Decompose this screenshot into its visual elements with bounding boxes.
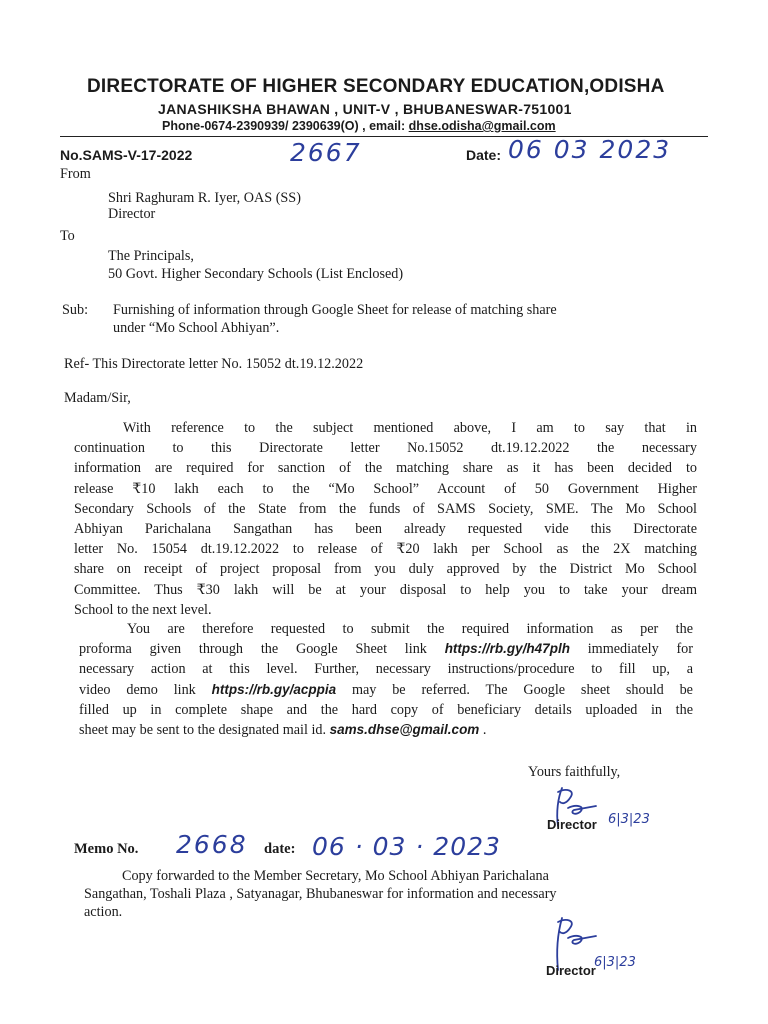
copy-line-1: Copy forwarded to the Member Secretary, Mo School Abhiyan Parichalana xyxy=(122,868,549,884)
para2-line xyxy=(79,639,693,659)
subject-label: Sub: xyxy=(62,302,89,318)
to-schools: 50 Govt. Higher Secondary Schools (List Enclosed) xyxy=(108,266,404,282)
org-name: DIRECTORATE OF HIGHER SECONDARY EDUCATION,ODISHA xyxy=(87,76,665,97)
date-label: Date: xyxy=(466,147,502,163)
para2-text: proforma given through the Google Sheet link xyxy=(79,641,445,658)
para2-text: immediately for xyxy=(569,641,693,658)
designated-mail-link[interactable]: sams.dhse@gmail.com xyxy=(329,722,480,738)
para1-line: continuation to this Directorate letter No.15052 dt.19.12.2022 the necessary xyxy=(74,440,697,457)
para1-line: letter No. 15054 dt.19.12.2022 to release of ₹20 lakh per School as the 2X matching xyxy=(74,541,697,558)
para2-text: may be referred. The Google sheet should be xyxy=(336,681,693,698)
video-demo-link[interactable]: https://rb.gy/acppia xyxy=(211,681,337,697)
para2-line: filled up in complete shape and the hard copy of beneficiary details uploaded in the xyxy=(79,701,693,718)
subject-line-1: Furnishing of information through Google Sheet for release of matching share xyxy=(113,302,557,318)
org-address: JANASHIKSHA BHAWAN , UNIT-V , BHUBANESWAR-751001 xyxy=(158,101,572,117)
para1-line: release ₹10 lakh each to the “Mo School” Account of 50 Government Higher xyxy=(74,480,697,497)
para1-line: Committee. Thus ₹30 lakh will be at your disposal to help you to take your dream xyxy=(74,581,697,598)
reference-line: Ref- This Directorate letter No. 15052 dt.19.12.2022 xyxy=(64,356,364,372)
from-title: Director xyxy=(108,206,156,222)
to-label: To xyxy=(60,228,75,244)
para1-line: share on receipt of project proposal from you duly approved by the District Mo School xyxy=(74,561,697,578)
para1-line: information are required for sanction of the matching share as it has been decided to xyxy=(74,460,697,477)
para2-text: video demo link xyxy=(79,681,212,698)
to-recipient: The Principals, xyxy=(108,248,194,264)
org-contact xyxy=(162,119,556,133)
memo-date-label: date: xyxy=(264,841,296,857)
memo-label: Memo No. xyxy=(74,841,139,857)
contact-phone: Phone-0674-2390939/ 2390639(O) , email: xyxy=(162,119,409,133)
signature-2-date: 6|3|23 xyxy=(594,955,636,970)
para1-line: School to the next level. xyxy=(74,601,212,618)
para1-line: Secondary Schools of the State from the funds of SAMS Society, SME. The Mo School xyxy=(74,500,697,517)
signature-2-title: Director xyxy=(546,963,596,978)
from-name: Shri Raghuram R. Iyer, OAS (SS) xyxy=(108,190,301,206)
handwritten-memo-number: 2668 xyxy=(176,830,248,859)
signature-1-title: Director xyxy=(547,817,597,832)
handwritten-memo-date: 06 · 03 · 2023 xyxy=(312,832,501,861)
para1-line: Abhiyan Parichalana Sangathan has been already requested vide this Directorate xyxy=(74,521,697,538)
para2-line: You are therefore requested to submit the required information as per the xyxy=(127,621,693,637)
para2-text: . xyxy=(479,722,487,739)
letter-number: No.SAMS-V-17-2022 xyxy=(60,147,193,163)
handwritten-date: 06 03 2023 xyxy=(508,135,672,164)
salutation: Madam/Sir, xyxy=(64,390,131,406)
signature-1-date: 6|3|23 xyxy=(608,812,650,827)
contact-email[interactable]: dhse.odisha@gmail.com xyxy=(408,119,556,133)
handwritten-letter-number: 2667 xyxy=(290,138,362,167)
body-paragraph-1 xyxy=(74,418,697,620)
subject-line-2: under “Mo School Abhiyan”. xyxy=(113,320,280,336)
para2-line xyxy=(79,720,693,740)
body-paragraph-2 xyxy=(79,619,693,740)
google-sheet-link[interactable]: https://rb.gy/h47plh xyxy=(444,641,570,657)
para2-text: sheet may be sent to the designated mail id. xyxy=(79,722,330,739)
para1-line: With reference to the subject mentioned above, I am to say that in xyxy=(123,420,697,436)
closing: Yours faithfully, xyxy=(528,764,621,780)
copy-line-2: Sangathan, Toshali Plaza , Satyanagar, Bhubaneswar for information and necessary xyxy=(84,886,557,902)
para2-line: necessary action at this level. Further, necessary instructions/procedure to fill up, a xyxy=(79,661,693,678)
para2-line xyxy=(79,680,693,700)
copy-line-3: action. xyxy=(84,904,123,920)
from-label: From xyxy=(60,166,91,182)
